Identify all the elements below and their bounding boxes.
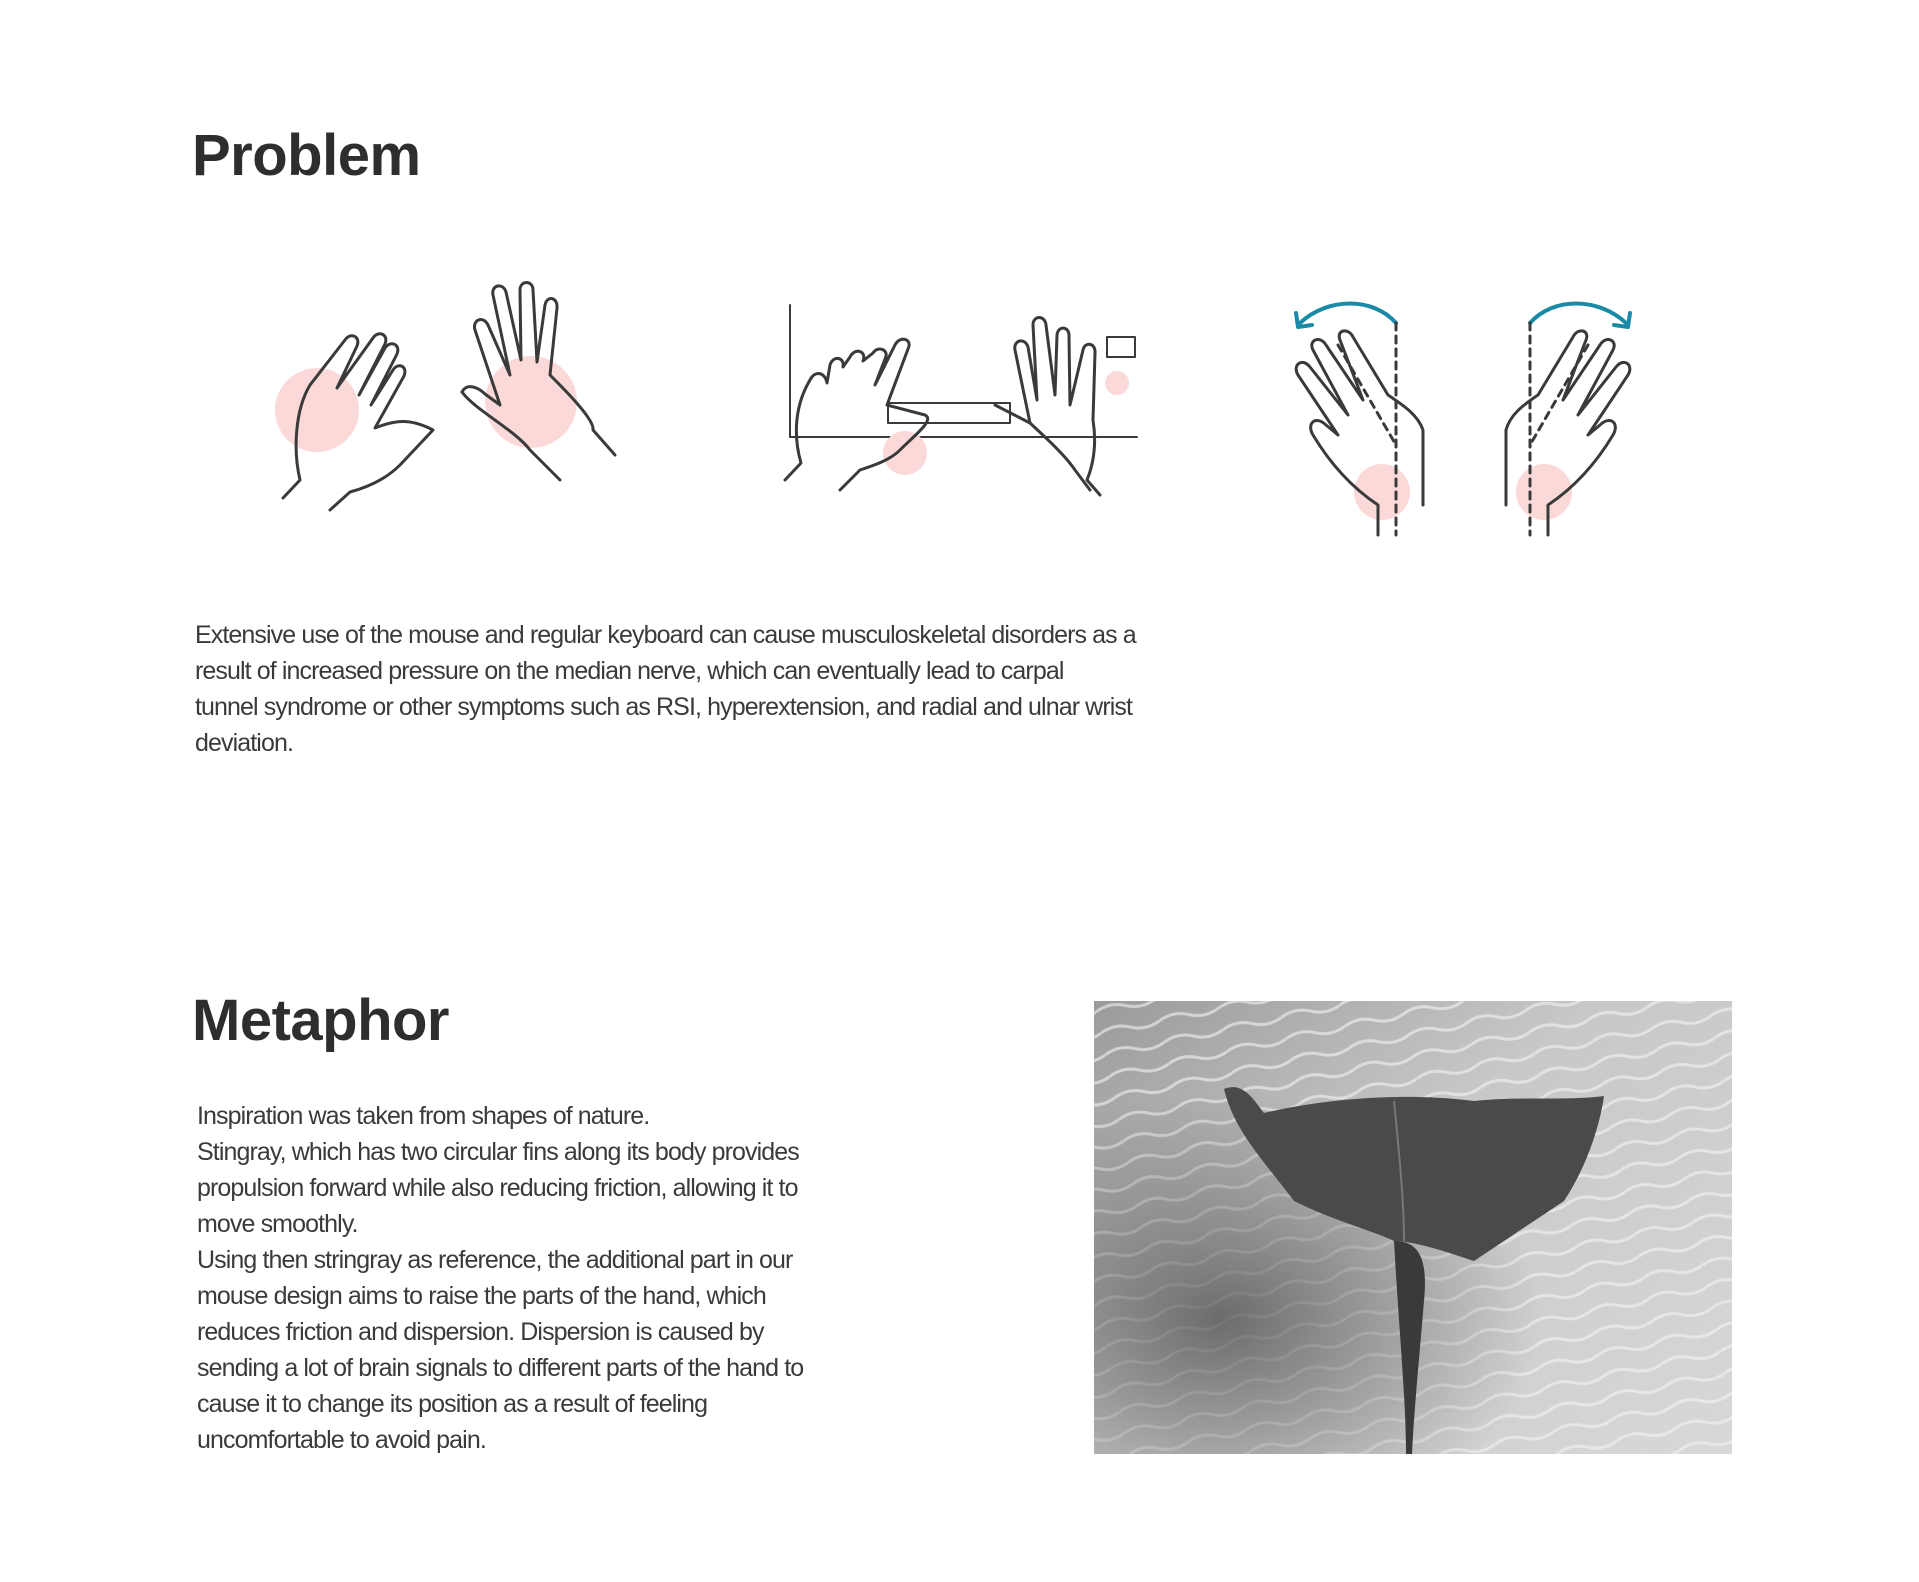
problem-line: result of increased pressure on the median nerve, which can eventually lead to carpal — [195, 657, 1064, 685]
problem-heading: Problem — [192, 123, 421, 188]
metaphor-line: propulsion forward while also reducing friction, allowing it to — [197, 1174, 798, 1202]
hands-pressure-icon — [275, 270, 625, 540]
metaphor-heading: Metaphor — [192, 988, 449, 1053]
keyboard-typing-icon — [775, 295, 1145, 515]
metaphor-line: uncomfortable to avoid pain. — [197, 1426, 486, 1454]
problem-line: tunnel syndrome or other symptoms such as RSI, hyperextension, and radial and ulnar wrist — [195, 693, 1133, 721]
metaphor-line: Using then stringray as reference, the additional part in our — [197, 1246, 793, 1274]
metaphor-line: Inspiration was taken from shapes of nature. — [197, 1102, 650, 1130]
metaphor-description — [197, 1098, 803, 1458]
problem-line: Extensive use of the mouse and regular keyboard can cause musculoskeletal disorders as a — [195, 621, 1136, 649]
stingray-photo — [1094, 1001, 1732, 1454]
stingray-image — [1094, 1001, 1732, 1454]
problem-line: deviation. — [195, 729, 294, 757]
problem-description — [195, 617, 1136, 761]
metaphor-line: move smoothly. — [197, 1210, 358, 1238]
metaphor-line: reduces friction and dispersion. Dispersion is caused by — [197, 1318, 764, 1346]
metaphor-line: mouse design aims to raise the parts of the hand, which — [197, 1282, 766, 1310]
metaphor-line: Stingray, which has two circular fins along its body provides — [197, 1138, 799, 1166]
wrist-deviation-icon — [1288, 295, 1638, 540]
metaphor-line: sending a lot of brain signals to different parts of the hand to — [197, 1354, 804, 1382]
metaphor-line: cause it to change its position as a result of feeling — [197, 1390, 708, 1418]
